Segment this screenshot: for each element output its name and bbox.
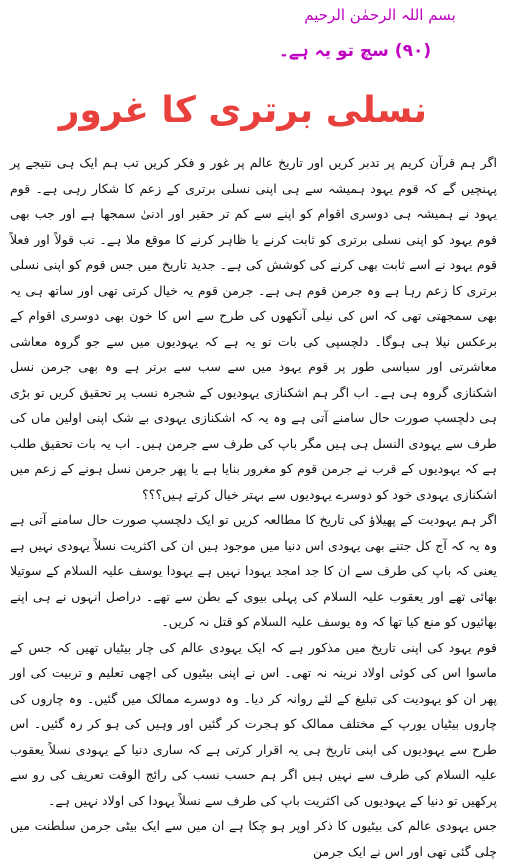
article-title: نسلی برتری کا غرور: [58, 90, 427, 131]
bismillah-heading: بسم اللہ الرحمٰن الرحیم: [304, 6, 456, 24]
paragraph-4: جس یہودی عالم کی بیٹیوں کا ذکر اوپر ہو چکا ہے ان میں سے ایک بیٹی جرمن سلطنت میں چلی گئی تھی اور اس نے ایک جرمن: [10, 818, 497, 859]
chapter-heading: (۹۰) سچ تو یہ ہے۔: [278, 41, 432, 61]
article-body: [10, 150, 497, 864]
paragraph-2: اگر ہم یہودیت کے پھیلاؤ کی تاریخ کا مطالعہ کریں تو ایک دلچسپ صورت حال سامنے آتی ہے وہ یہ کہ آج کل جتنے بھی یہودی اس دنیا میں موجود ہیں ان کی اکثریت نسلاً یہودی نہیں ہے یعنی کہ باپ کی طرف سے ان کا جد امجد یہودا نہیں ہے یہودا یوسف علیہ السلام کے سوتیلا بھائی تھے اور یعقوب علیہ السلام کی پہلی بیوی کے بطن سے تھے۔ دراصل انہوں نے ہی اپنے بھائیوں کو منع کیا تھا کہ وہ یوسف علیہ السلام کو قتل نہ کریں۔: [10, 512, 497, 629]
paragraph-3: قوم یہود کی اپنی تاریخ میں مذکور ہے کہ ایک یہودی عالم کی چار بیٹیاں تھیں کہ جس کے ماسوا اس کی کوئی اولاد نرینہ نہ تھی۔ اس نے اپنی بیٹیوں کی اچھی تعلیم و تربیت کی اور پھر ان کو یہودیت کی تبلیغ کے لئے روانہ کر دیا۔ وہ دوسرے ممالک میں گئیں۔ وہ چاروں کی چاروں بیٹیاں یورپ کے مختلف ممالک کو ہجرت کر گئیں اور وہیں کی ہو کر رہ گئیں۔ اس طرح سے یہودیوں کی اپنی تاریخ ہی یہ اقرار کرتی ہے کہ ساری دنیا کے یہودی نسلاً یعقوب علیہ السلام کی طرف سے نہیں ہیں اگر ہم حسب نسب کی رائج الوقت تعریف کی رو سے پرکھیں تو دنیا کے یہودیوں کی اکثریت باپ کی طرف سے نسلاً یہودا کی اولاد نہیں ہے۔: [10, 639, 497, 808]
paragraph-1: اگر ہم قرآن کریم پر تدبر کریں اور تاریخ عالم پر غور و فکر کریں تب ہم ایک ہی نتیجے پر پہنچیں گے کہ قوم یہود ہمیشہ سے ہی اپنی نسلی برتری کے زعم کا شکار رہی ہے۔ قوم یہود نے ہمیشہ ہی دوسری اقوام کو اپنے سے کم تر حقیر اور ادنیٰ سمجھا ہے اور جب بھی قوم یہود کو اپنی نسلی برتری کو ثابت کرنے یا ظاہر کرنے کا موقع ملا ہے۔ تب قولاً اور فعلاً قوم یہود نے اسے ثابت بھی کرنے کی کوشش کی ہے۔ جدید تاریخ میں جس قوم کو اپنی نسلی برتری کا زعم رہا ہے وہ جرمن قوم ہی ہے۔ جرمن قوم یہ خیال کرتی تھی اور ساتھ ہی یہ بھی سمجھتی تھی کہ اس کی نیلی آنکھوں کی طرح سے اس کا خون بھی دوسری اقوام کے برعکس نیلا ہی ہوگا۔ دلچسپی کی بات تو یہ ہے کہ یہودیوں میں سے جو گروہ معاشی معاشرتی اور سیاسی طور پر قوم یہود میں سے سب سے برتر ہے وہ بھی جرمن نسل اشکنازی گروہ ہی ہے۔ اب اگر ہم اشکنازی یہودیوں کے شجرہ نسب پر تحقیق کریں تو بڑی ہی دلچسپ صورت حال سامنے آتی ہے وہ یہ کہ اشکنازی یہودی بے شک اپنی اولین ماں کی طرف سے یہودی النسل ہی ہیں مگر باپ کی طرف سے جرمن ہیں۔ اب یہ بات تحقیق طلب ہے کہ یہودیوں کے قرب نے جرمن قوم کو مغرور بنایا ہے یا پھر جرمن نسل ہونے کے زعم میں اشکنازی یہودی خود کو دوسرے یہودیوں سے بہتر خیال کرتے ہیں؟؟؟: [10, 155, 497, 502]
